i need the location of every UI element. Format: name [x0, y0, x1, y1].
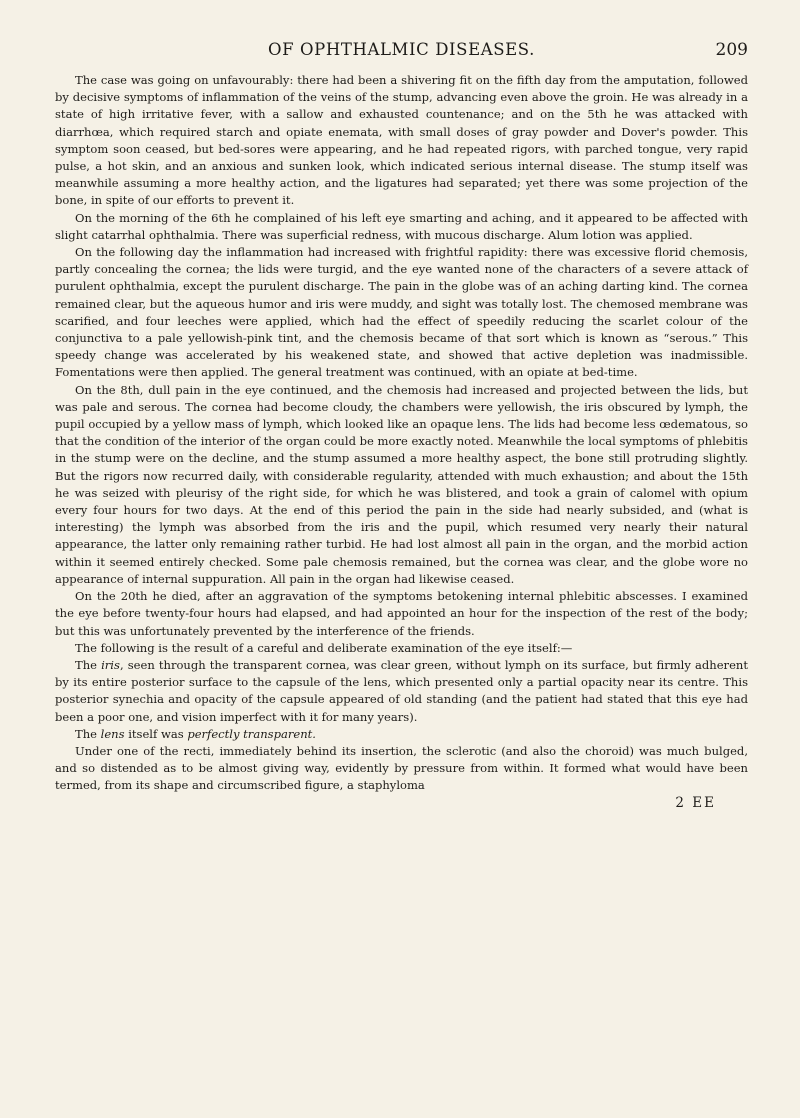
paragraph-lens — [55, 726, 748, 743]
body-text — [55, 72, 748, 795]
paragraph-20th: On the 20th he died, after an aggravation of the symptoms betokening internal phlebitic abscesses. I examined the eye before twenty-four hours had elapsed, and had appointed an hour for the inspection of the rest of the body; but this was unfortunately prevented by the interference of the friends. — [55, 589, 748, 638]
page-footer — [55, 795, 748, 813]
lens-lead: The — [75, 726, 101, 741]
paragraph-morning-6th: On the morning of the 6th he complained of his left eye smarting and aching, and it appeared to be affected with slight catarrhal ophthalmia. There was superficial redness, with mucous discharge. Alum lotion was applied. — [55, 210, 748, 242]
lens-term: lens — [100, 726, 125, 741]
signature-mark: 2 EE — [675, 794, 716, 811]
page-header — [55, 40, 748, 72]
iris-term: iris — [101, 657, 120, 672]
running-head: OF OPHTHALMIC DISEASES. — [268, 40, 535, 59]
page-number: 209 — [715, 40, 748, 60]
lens-mid: itself was — [124, 726, 188, 741]
paragraph-8th: On the 8th, dull pain in the eye continued, and the chemosis had increased and projected between the lids, but was pale and serous. The cornea had become cloudy, the chambers were yellowish, the iris obscured by lymph, the pupil occupied by a yellow mass of lymph, which looked like an opaque lens. The lids had become less œdematous, so that the condition of the interior of the organ could be more exactly noted. Meanwhile the local symptoms of phlebitis in the stump were on the decline, and the stump assumed a more healthy aspect, the bone still protruding slightly. But the rigors now recurred daily, with considerable regularity, attended with much exhaustion; and about the 15th he was seized with pleurisy of the right side, for which he was blistered, and took a grain of calomel with opium every four hours for two days. At the end of this period the pain in the side had nearly subsided, and (what is interesting) the lymph was absorbed from the iris and the pupil, which resumed very nearly their natural appearance, the latter only remaining rather turbid. He had lost almost all pain in the organ, and the morbid action within it seemed entirely checked. Some pale chemosis remained, but the cornea was clear, and the globe wore no appearance of internal suppuration. All pain in the organ had likewise ceased. — [55, 382, 748, 586]
iris-lead: The — [75, 657, 102, 672]
paragraph-case-progress: The case was going on unfavourably: there had been a shivering fit on the fifth day from the amputation, followed by decisive symptoms of inflammation of the veins of the stump, advancing even above the groin. He was already in a state of high irritative fever, with a sallow and exhausted countenance; and on the 5th he was attacked with diarrhœa, which required starch and opiate enemata, with small doses of gray powder and Dover's powder. This symptom soon ceased, but bed-sores were appearing, and he had repeated rigors, with parched tongue, very rapid pulse, a hot skin, and an anxious and sunken look, which indicated serious internal disease. The stump itself was meanwhile assuming a more healthy action, and the ligatures had separated; yet there was some projection of the bone, in spite of our efforts to prevent it. — [55, 73, 748, 208]
iris-rest: , seen through the transparent cornea, was clear green, without lymph on its surface, but firmly adherent by its entire posterior surface to the capsule of the lens, which presented only a partial opacity near its centre. This posterior synechia and opacity of the capsule appeared of old standing (and the patient had stated that this eye had been a poor one, and vision imperfect with it for many years). — [55, 657, 748, 724]
lens-emphasis: perfectly transparent. — [187, 726, 316, 741]
paragraph-recti: Under one of the recti, immediately behind its insertion, the sclerotic (and also the choroid) was much bulged, and so distended as to be almost giving way, evidently by pressure from within. It formed what would have been termed, from its shape and circumscribed figure, a staphyloma — [55, 743, 748, 793]
paragraph-iris — [55, 657, 748, 726]
paragraph-following-day: On the following day the inflammation had increased with frightful rapidity: there was excessive florid chemosis, partly concealing the cornea; the lids were turgid, and the eye wanted none of the characters of a severe attack of purulent ophthalmia, except the purulent discharge. The pain in the globe was of an aching darting kind. The cornea remained clear, but the aqueous humor and iris were muddy, and sight was totally lost. The chemosed membrane was scarified, and four leeches were applied, which had the effect of speedily reducing the scarlet colour of the conjunctiva to a pale yellowish-pink tint, and the chemosis became of that sort which is known as “serous.” This speedy change was accelerated by his weakened state, and showed that active depletion was inadmissible. Fomentations were then applied. The general treatment was continued, with an opiate at bed-time. — [55, 245, 748, 380]
paragraph-examination-intro: The following is the result of a careful and deliberate examination of the eye itself:— — [75, 640, 573, 655]
